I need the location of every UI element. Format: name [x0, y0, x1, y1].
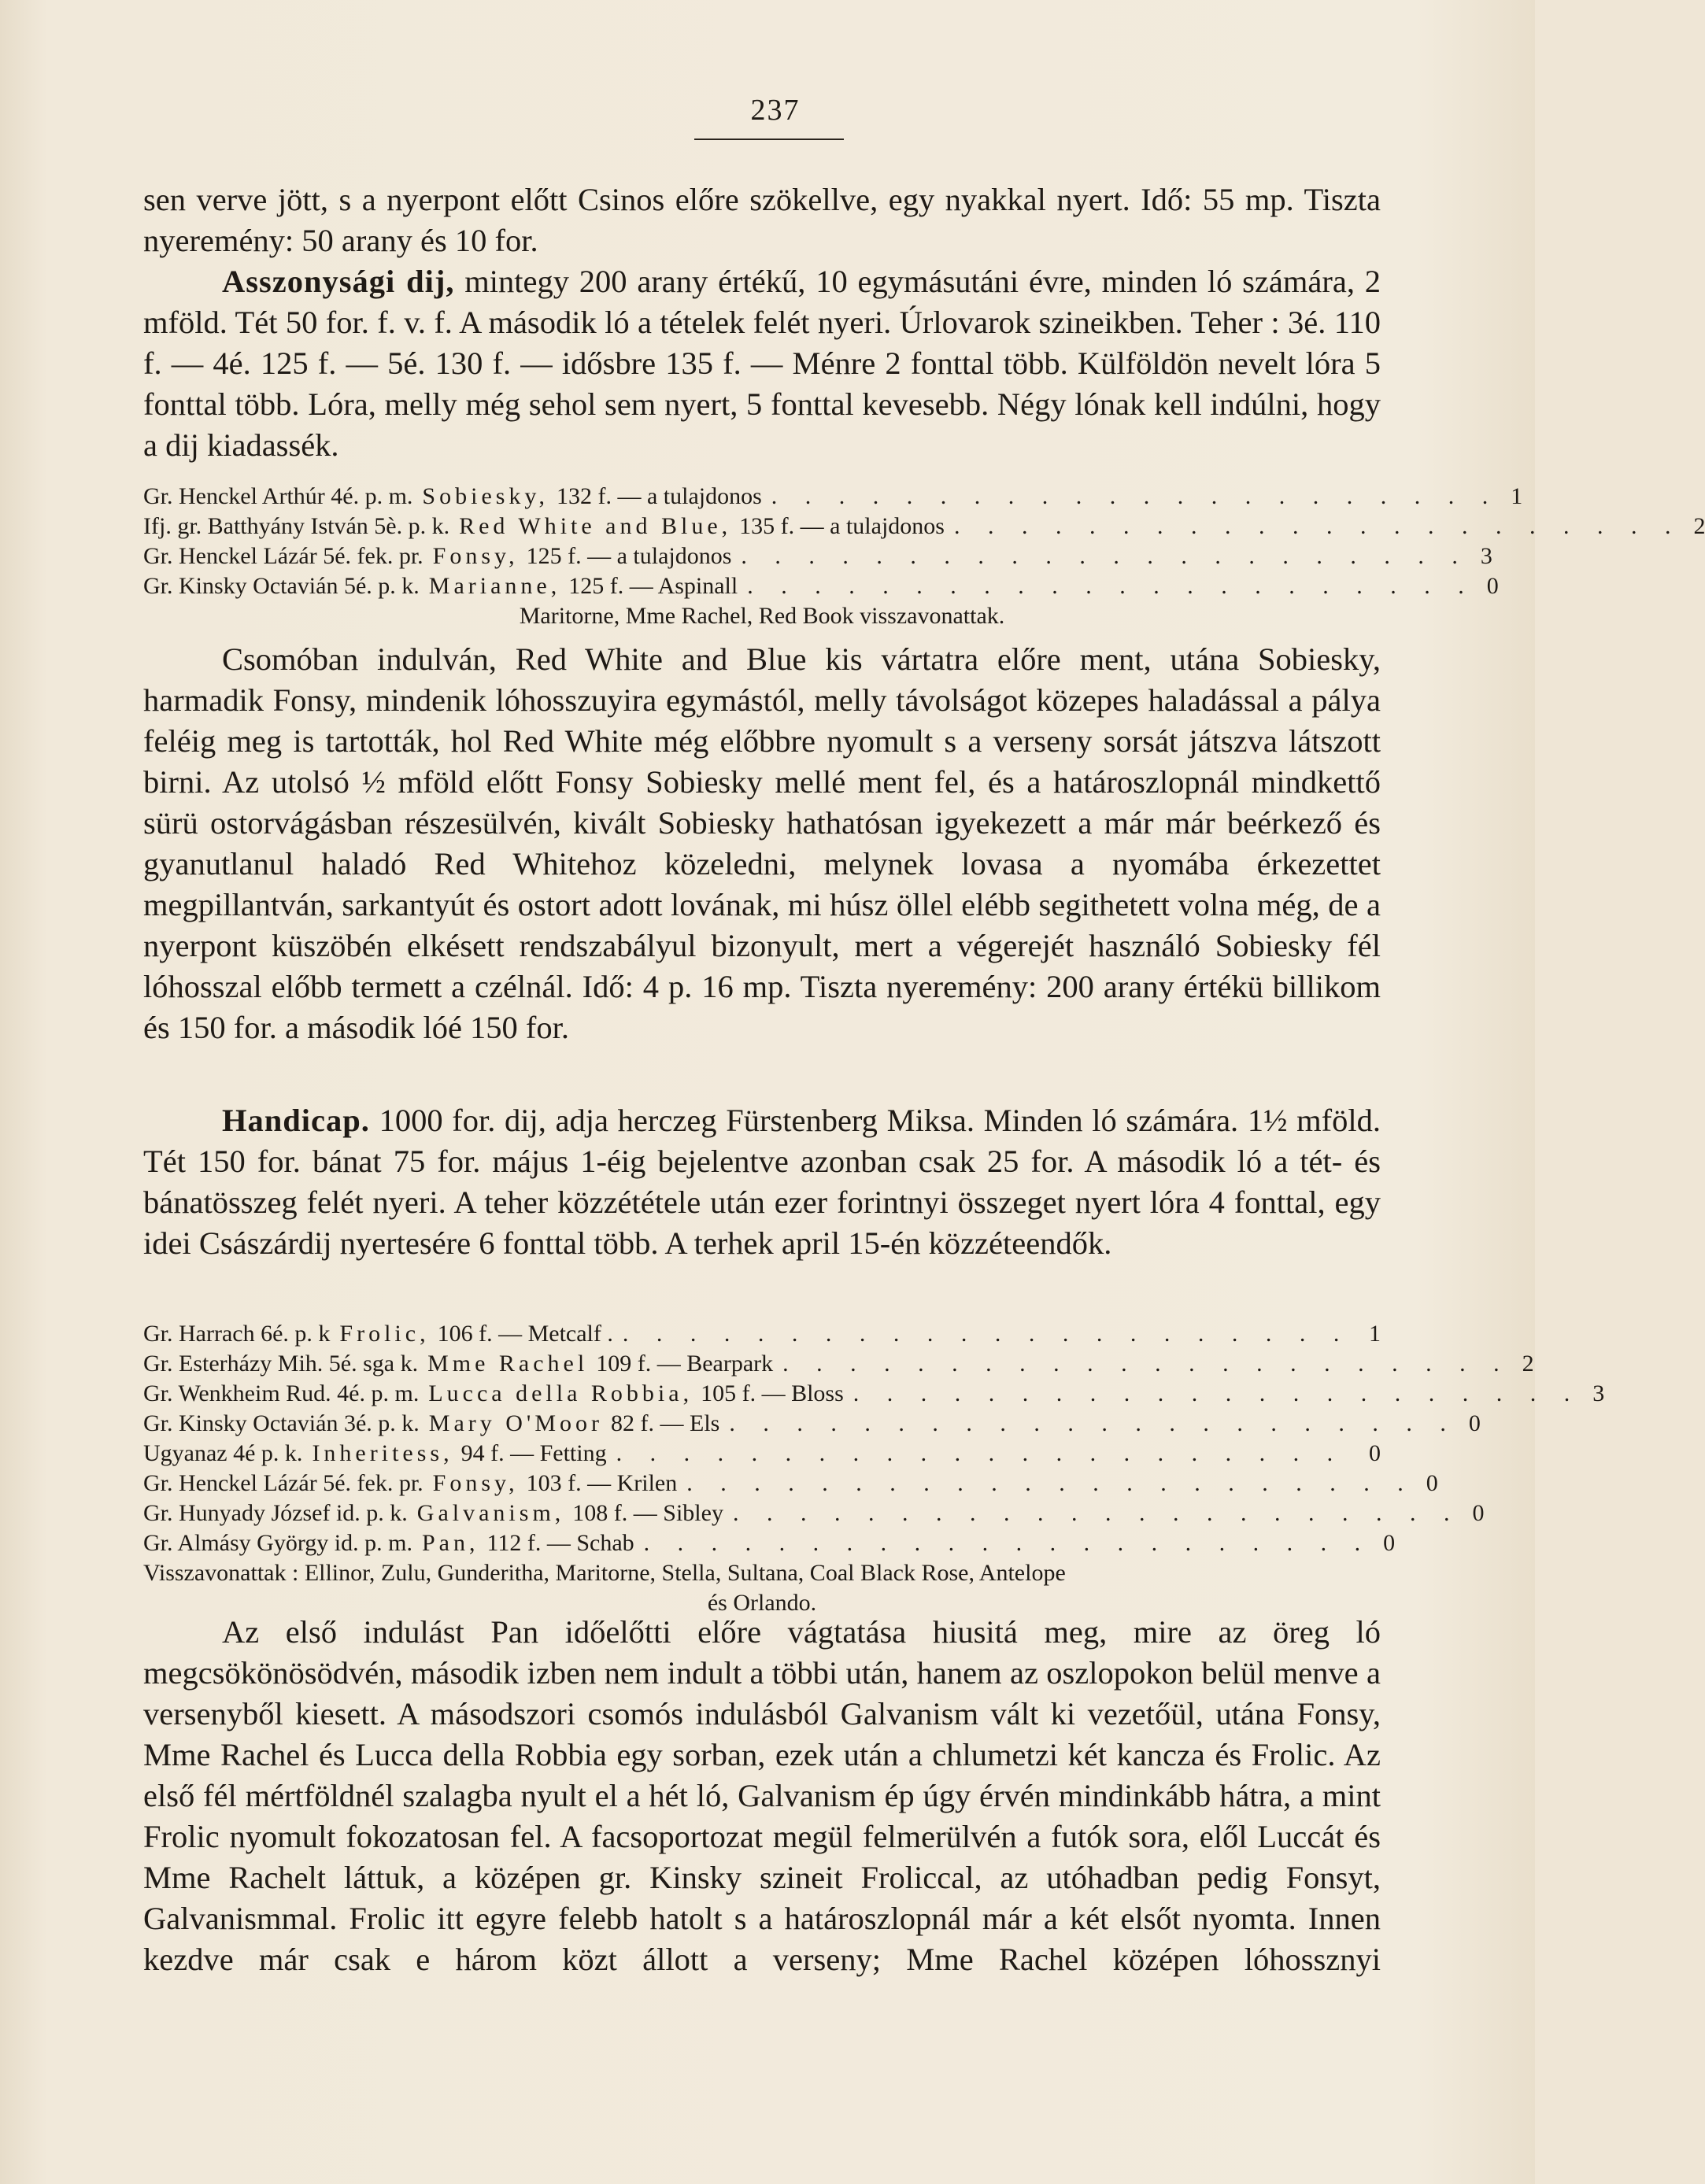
entry-horse: Sobiesky,: [422, 483, 549, 509]
entry-details: 135 f. — a tulajdonos: [739, 513, 945, 539]
entry-owner: Gr. Harrach 6é. p. k: [143, 1321, 331, 1347]
entry-details: 132 f. — a tulajdonos: [556, 483, 762, 509]
race1-text: mintegy 200 arany értékű, 10 egymásutáni évre, minden ló számára, 2 mföld. Tét 50 for. f. v. f. A második ló a tételek felét nyeri. Úrlovarok szineikben. Teher : 3é. 110 f. — 4é. 125 f. — 5é. 130 f. — idősbre 135 f. — Ménre 2 fonttal több. Külföldön nevelt lóra 5 fonttal több. Lóra, melly még sehol sem nyert, 5 fonttal kevesebb. Négy lónak kell indúlni, hogy a dij kiadassék.: [143, 264, 1381, 463]
entry-place: 1: [1511, 483, 1523, 509]
entry-owner: Gr. Almásy György id. p. m.: [143, 1530, 412, 1556]
entry-owner: Gr. Wenkheim Rud. 4é. p. m.: [143, 1380, 420, 1406]
intro-paragraph: [143, 179, 1381, 261]
entry-row: [143, 1469, 1438, 1498]
entry-place: 0: [1472, 1500, 1485, 1526]
race2-entries: [143, 1319, 1605, 1618]
entry-row: [143, 1319, 1381, 1349]
entry-horse: Pan,: [421, 1530, 479, 1556]
entry-place: 2: [1693, 513, 1705, 539]
entry-horse: Fonsy,: [432, 1470, 519, 1496]
intro-text: sen verve jött, s a nyerpont előtt Csinos előre szökellve, egy nyakkal nyert. Idő: 55 mp. Tiszta nyeremény: 50 arany és 10 for.: [143, 182, 1381, 258]
leader-dots: . . . . . . . . . . . . . . . . . . . . . .: [732, 1500, 1461, 1526]
leader-dots: . . . . . . . . . . . . . . . . . . . . . .: [782, 1351, 1511, 1377]
entry-owner: Ifj. gr. Batthyány István 5è. p. k.: [143, 513, 450, 539]
entry-horse: Marianne,: [428, 573, 561, 599]
leader-dots: . . . . . . . . . . . . . . . . . . . . . .: [686, 1470, 1415, 1496]
entry-row: [143, 571, 1499, 601]
entry-horse: Fonsy,: [432, 543, 519, 569]
leader-dots: . . . . . . . . . . . . . . . . . . . . . .: [852, 1380, 1581, 1406]
entry-details: 125 f. — a tulajdonos: [526, 543, 732, 569]
entry-owner: Ugyanaz 4é p. k.: [143, 1440, 303, 1466]
entry-row: [143, 1349, 1534, 1379]
entry-owner: Gr. Kinsky Octavián 5é. p. k.: [143, 573, 420, 599]
leader-dots: . . . . . . . . . . . . . . . . . . . . . .: [741, 543, 1469, 569]
race1-conditions: [143, 261, 1381, 466]
entry-owner: Gr. Henckel Lázár 5é. fek. pr.: [143, 543, 423, 569]
race1-report: [143, 639, 1381, 1048]
entry-horse: Frolic,: [339, 1321, 430, 1347]
entry-owner: Gr. Hunyady József id. p. k.: [143, 1500, 408, 1526]
entry-details: 108 f. — Sibley: [572, 1500, 723, 1526]
entry-row: [143, 541, 1492, 571]
entry-owner: Gr. Henckel Arthúr 4é. p. m.: [143, 483, 413, 509]
leader-dots: . . . . . . . . . . . . . . . . . . . . . .: [643, 1530, 1372, 1556]
race2-text: 1000 for. dij, adja herczeg Fürstenberg Miksa. Minden ló számára. 1½ mföld. Tét 150 for. bánat 75 for. május 1-éig bejelentve azonban csak 25 for. A második ló a tét- és bánatösszeg felét nyeri. A teher közzététele után ezer forintnyi összeget nyert lóra 4 fonttal, egy idei Császárdij nyertesére 6 fonttal több. A terhek april 15-én közzéteendők.: [143, 1103, 1381, 1261]
leader-dots: . . . . . . . . . . . . . . . . . . . . . .: [729, 1410, 1457, 1436]
race1-report-text: Csomóban indulván, Red White and Blue kis vártatra előre ment, utána Sobiesky, harmadik Fonsy, mindenik lóhosszuyira egymástól, melly távolságot közepes haladással a pálya feléig meg is tartották, hol Red White még előbbre nyomult s a verseny sorsát játszva látszott birni. Az utolsó ½ mföld előtt Fonsy Sobiesky mellé ment fel, és a határoszlopnál mindkettő sürü ostorvágásban részesülvén, kivált Sobiesky hathatósan igyekezett a már már beérkező és gyanutlanul haladó Red Whitehoz közeledni, melynek lovasa a nyomába érkezettet megpillantván, sarkantyút és ostort adott lovának, mi húsz öllel elébb segithetett volna még, de a nyerpont küszöbén elkésett rendszabályul bizonyult, mert a végerejét használó Sobiesky fél lóhosszal előbb termett a czélnál. Idő: 4 p. 16 mp. Tiszta nyeremény: 200 arany értékü billikom és 150 for. a második lóé 150 for.: [143, 641, 1381, 1045]
entry-row: [143, 1528, 1396, 1558]
entry-details: 125 f. — Aspinall: [568, 573, 738, 599]
entry-place: 0: [1383, 1530, 1396, 1556]
entry-place: 0: [1468, 1410, 1481, 1436]
leader-dots: . . . . . . . . . . . . . . . . . . . . . .: [622, 1321, 1351, 1347]
race2-withdrawn-cont: és Orlando.: [707, 1590, 817, 1616]
entry-horse: Red White and Blue,: [459, 513, 732, 539]
entry-details: 112 f. — Schab: [486, 1530, 634, 1556]
entry-place: 0: [1426, 1470, 1438, 1496]
entry-owner: Gr. Esterházy Mih. 5é. sga k.: [143, 1351, 419, 1377]
entry-details: 106 f. — Metcalf .: [437, 1321, 613, 1347]
entry-details: 105 f. — Bloss: [701, 1380, 844, 1406]
entry-row: [143, 512, 1705, 541]
entry-place: 3: [1480, 543, 1492, 569]
leader-dots: . . . . . . . . . . . . . . . . . . . . . .: [616, 1440, 1344, 1466]
leader-dots: . . . . . . . . . . . . . . . . . . . . . .: [747, 573, 1475, 599]
entry-horse: Galvanism,: [416, 1500, 565, 1526]
entry-details: 103 f. — Krilen: [526, 1470, 678, 1496]
race1-title: Asszonysági dij,: [222, 264, 455, 299]
entry-owner: Gr. Henckel Lázár 5é. fek. pr.: [143, 1470, 423, 1496]
entry-place: 3: [1592, 1380, 1605, 1406]
entry-row: [143, 482, 1523, 512]
entry-row: [143, 1409, 1481, 1439]
entry-horse: Mary O'Moor: [428, 1410, 603, 1436]
leader-dots: . . . . . . . . . . . . . . . . . . . . . .: [953, 513, 1682, 539]
race2-conditions: [143, 1100, 1381, 1264]
race2-title: Handicap.: [222, 1103, 370, 1138]
entry-place: 2: [1522, 1351, 1534, 1377]
leader-dots: . . . . . . . . . . . . . . . . . . . . . .: [771, 483, 1500, 509]
entry-place: 1: [1369, 1321, 1381, 1347]
race2-report: [143, 1612, 1381, 1980]
entry-owner: Gr. Kinsky Octavián 3é. p. k.: [143, 1410, 420, 1436]
entry-place: 0: [1369, 1440, 1381, 1466]
race1-entries: [143, 482, 1705, 631]
entry-details: 82 f. — Els: [611, 1410, 720, 1436]
entry-row: [143, 1379, 1605, 1409]
entry-row: [143, 1439, 1381, 1469]
entry-place: 0: [1486, 573, 1499, 599]
entry-horse: Inheritess,: [312, 1440, 453, 1466]
entry-row: [143, 1498, 1485, 1528]
page-number: 237: [750, 94, 801, 127]
race2-withdrawn: Visszavonattak : Ellinor, Zulu, Gunderitha, Maritorne, Stella, Sultana, Coal Black Rose, Antelope: [143, 1560, 1066, 1586]
entry-details: 94 f. — Fetting: [460, 1440, 607, 1466]
page-number-rule: [694, 139, 844, 140]
entry-horse: Mme Rachel: [427, 1351, 589, 1377]
entry-details: 109 f. — Bearpark: [596, 1351, 774, 1377]
race1-withdrawn: Maritorne, Mme Rachel, Red Book visszavonattak.: [519, 603, 1005, 629]
race2-report-text: Az első indulást Pan időelőtti előre vágtatása hiusitá meg, mire az öreg ló megcsökönösödvén, második izben nem indult a többi után, hanem az oszlopokon belül menve a versenyből kiesett. A másodszori csomós indulásból Galvanism vált ki vezetőül, utána Fonsy, Mme Rachel és Lucca della Robbia egy sorban, ezek után a chlumetzi két kancza és Frolic. Az első fél mértföldnél szalagba nyult el a hét ló, Galvanism ép úgy érvén mindinkább hátra, a mint Frolic nyomult fokozatosan fel. A facsoportozat megül felmerülvén a futók sora, elől Luccát és Mme Rachelt láttuk, a középen gr. Kinsky szineit Froliccal, az utóhadban pedig Fonsyt, Galvanismmal. Frolic itt egyre felebb hatolt s a határoszlopnál már a két elsőt nyomta. Innen kezdve már csak e három közt állott a verseny; Mme Rachel középen lóhossznyi: [143, 1614, 1381, 1977]
entry-horse: Lucca della Robbia,: [428, 1380, 693, 1406]
